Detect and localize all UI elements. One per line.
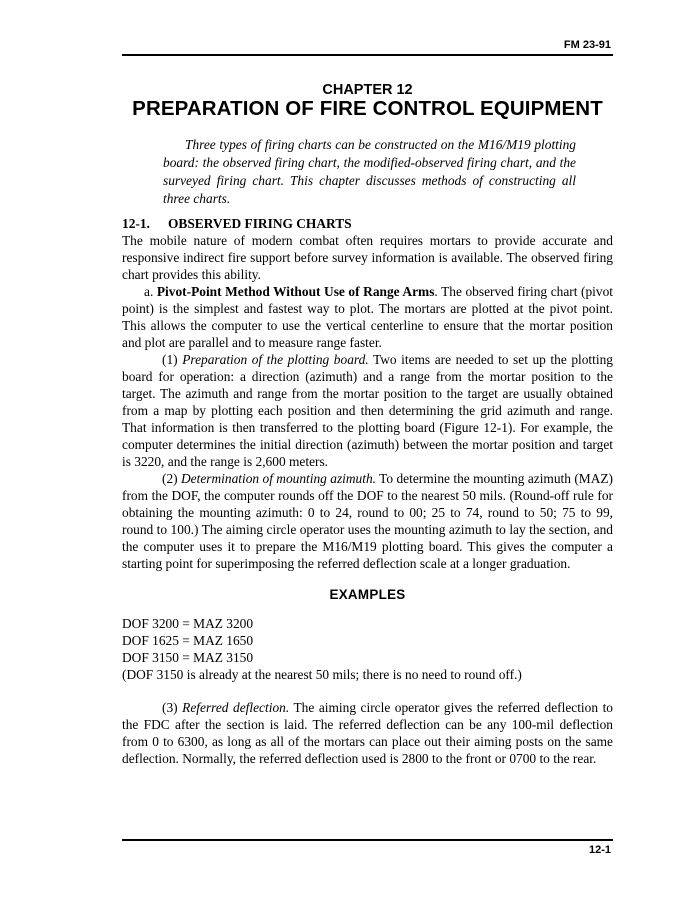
paragraph-a-text: . The observed firing chart (pivot point) is the simplest and fastest way to plot. The mortars are plotted at the pivot point. This allows the computer to use the vertical centerline to ensure that the mortar position and plot are parallel and to measure range faster. bbox=[122, 284, 614, 350]
paragraph-1-label: (1) bbox=[162, 352, 178, 367]
paragraph-2-text: To determine the mounting azimuth (MAZ) from the DOF, the computer rounds off the DOF to the nearest 50 mils. (Round-off rule for obtaining the mounting azimuth: 0 to 24, round to 00; 25 to 74, round to 50; 75 to 99, round to 100.) The aiming circle operator uses the mounting azimuth to lay the section, and the computer uses it to prepare the M16/M19 plotting board. This gives the computer a starting point for superimposing the referred deflection scale at a longer graduation. bbox=[122, 471, 614, 571]
example-line: DOF 1625 = MAZ 1650 bbox=[122, 633, 254, 648]
paragraph-1 bbox=[122, 351, 613, 470]
header-rule bbox=[122, 54, 613, 56]
paragraph-a-title: Pivot-Point Method Without Use of Range Arms bbox=[156, 284, 435, 299]
section-heading bbox=[122, 215, 613, 232]
example-line: DOF 3150 = MAZ 3150 bbox=[122, 650, 254, 665]
manual-code: FM 23-91 bbox=[563, 39, 611, 51]
paragraph-2-title: Determination of mounting azimuth. bbox=[181, 471, 377, 486]
examples-title: EXAMPLES bbox=[329, 587, 406, 602]
chapter-number: CHAPTER 12 bbox=[322, 82, 413, 98]
section-body: The mobile nature of modern combat often requires mortars to provide accurate and responsive indirect fire support before survey information is available. The observed firing chart provides this ability. bbox=[122, 233, 613, 282]
example-line: DOF 3200 = MAZ 3200 bbox=[122, 616, 254, 631]
section-title: OBSERVED FIRING CHARTS bbox=[168, 216, 352, 231]
paragraph-1-title: Preparation of the plotting board. bbox=[182, 352, 369, 367]
examples-note: (DOF 3150 is already at the nearest 50 mils; there is no need to round off.) bbox=[122, 667, 522, 682]
paragraph-2 bbox=[122, 470, 613, 572]
chapter-title: PREPARATION OF FIRE CONTROL EQUIPMENT bbox=[132, 97, 603, 120]
paragraph-3-text: The aiming circle operator gives the referred deflection to the FDC after the section is laid. The referred deflection can be any 100-mil deflection from 0 to 6300, as long as all of the mortars can place out their aiming posts on the same deflection. Normally, the referred deflection used is 2800 to the front or 0700 to the rear. bbox=[122, 700, 613, 766]
section-number: 12-1. bbox=[122, 216, 150, 231]
paragraph-3-label: (3) bbox=[162, 700, 178, 715]
paragraph-3-title: Referred deflection. bbox=[182, 700, 290, 715]
paragraph-a bbox=[122, 283, 613, 351]
footer-rule bbox=[122, 839, 613, 841]
paragraph-1-text: Two items are needed to set up the plotting board for operation: a direction (azimuth) and a range from the mortar position to the target. The azimuth and range from the mortar position to the target are usually obtained from a map by plotting each position and then determining the grid azimuth and range. That information is then transferred to the plotting board (Figure 12-1). For example, the computer determines the initial direction (azimuth) between the mortar position and target is 3220, and the range is 2,600 meters. bbox=[122, 352, 613, 469]
paragraph-3 bbox=[122, 699, 613, 767]
paragraph-a-label: a. bbox=[144, 284, 154, 299]
page-number: 12-1 bbox=[588, 844, 611, 856]
chapter-intro: Three types of firing charts can be constructed on the M16/M19 plotting board: the observed firing chart, the modified-observed firing chart, and the surveyed firing chart. This chapter discusses methods of constructing all three charts. bbox=[163, 137, 576, 206]
chapter-content bbox=[122, 215, 613, 767]
paragraph-2-label: (2) bbox=[162, 471, 178, 486]
